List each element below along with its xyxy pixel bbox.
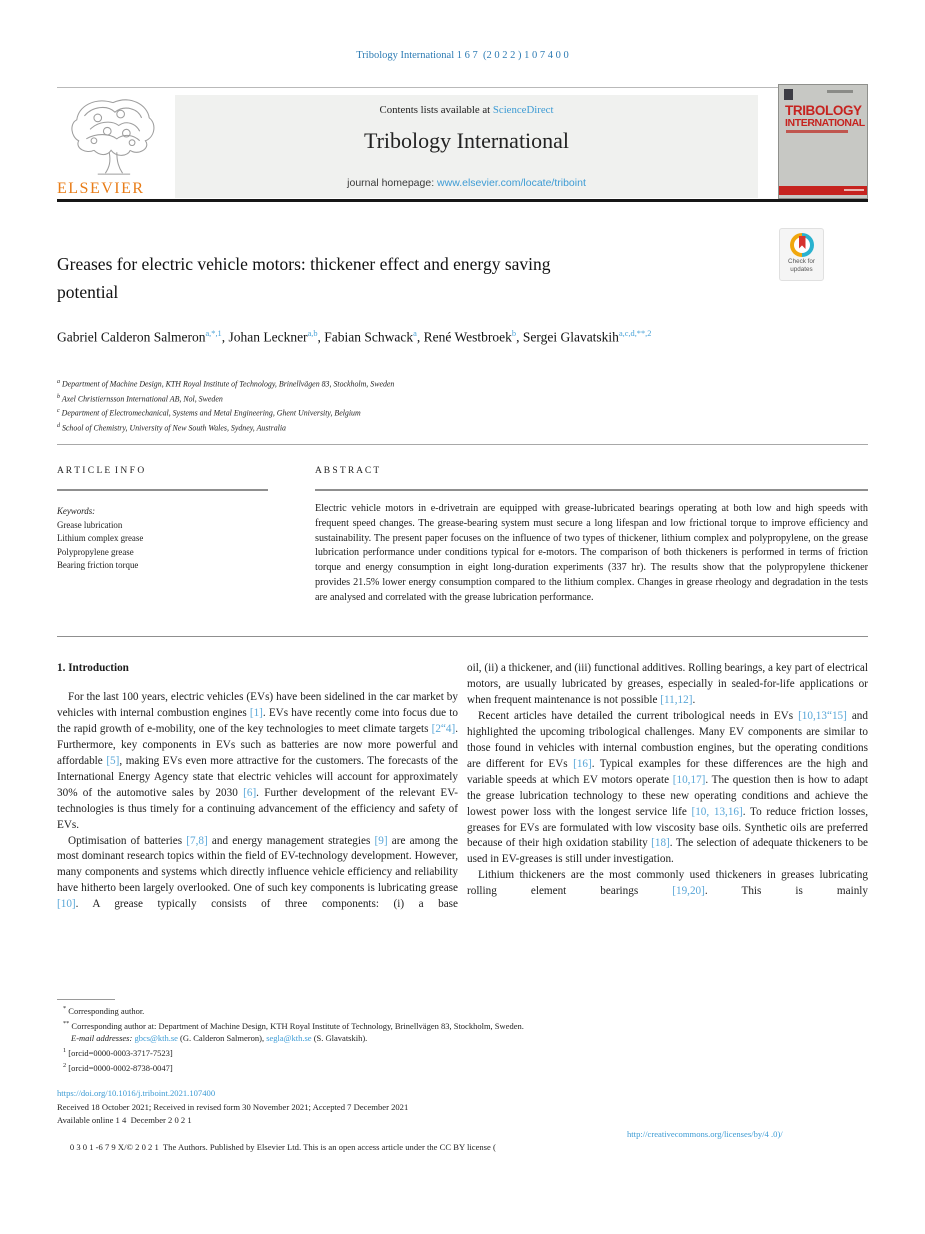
badge-text-line2: updates [790, 265, 813, 273]
journal-cover-thumbnail[interactable] [778, 84, 868, 199]
footnote-corresponding: * Corresponding author. [63, 1005, 145, 1016]
paragraph: Optimisation of batteries [7,8] and energy management strategies [9] are among the most dominant research topics within the field of EV-technology development. However, many components and systems which directly influence vehicle efficiency and reliability have hitherto been largely overlooked. One of such key components is lubricating grease [10]. A grease typically consists of three components: (i) a base [57, 834, 458, 911]
footnote-emails: E-mail addresses: gbcs@kth.se (G. Calderon Salmeron), segla@kth.se (S. Glavatskih). [71, 1033, 368, 1044]
column-right [467, 661, 868, 900]
footnote-corresponding-at: ** Corresponding author at: Department of Machine Design, KTH Royal Institute of Technology, Brinellvägen 83, Stockholm, Sweden. [63, 1019, 524, 1031]
author-list [57, 322, 707, 349]
affiliation: $^b$ Axel Christiernsson International AB, Nol, Sweden [57, 393, 223, 404]
received-dates: Received 18 October 2021; Received in revised form 30 November 2021; Accepted 7 December 2021 [57, 1101, 409, 1112]
keyword: Lithium complex grease [57, 533, 144, 543]
citation-link[interactable]: [5] [106, 754, 120, 767]
paragraph: oil, (ii) a thickener, and (iii) functional additives. Rolling bearings, a key part of electrical motors, are usually lubricated by greases, especially in sealed-for-life applications or when frequent maintenance is not possible [11,12]. [467, 662, 868, 706]
author-affiliation-sup[interactable]: a [413, 329, 417, 338]
paragraph: Lithium thickeners are the most commonly used thickeners in greases lubricating rolling element bearings [19,20]. This is mainly [467, 869, 868, 898]
check-for-updates-badge[interactable] [779, 228, 824, 281]
cover-bar-text-mark [844, 189, 864, 192]
keywords-block [57, 505, 143, 573]
citation-link[interactable]: [7,8] [186, 834, 208, 847]
citation-link[interactable]: [10, 13,16] [691, 805, 743, 818]
doi-link[interactable]: https://doi.org/10.1016/j.triboint.2021.107400 [57, 1088, 216, 1098]
divider [57, 87, 868, 88]
citation-link[interactable]: [10] [57, 898, 76, 911]
journal-banner [175, 95, 758, 198]
footer-block [57, 1087, 868, 1182]
column-left [57, 661, 458, 913]
keywords-label: Keywords: [57, 506, 96, 516]
cover-title-line2: INTERNATIONAL [785, 117, 865, 129]
license-url-link[interactable]: http://creativecommons.org/licenses/by/4 .0)/ [627, 1128, 783, 1139]
author-affiliation-sup[interactable]: b [511, 329, 517, 338]
cover-title-line1: TRIBOLOGY [785, 103, 862, 118]
author: Gabriel Calderon Salmeron$^{a,*,1}$, [57, 329, 226, 345]
cover-subtitle-mark [786, 130, 848, 133]
paragraph: For the last 100 years, electric vehicles (EVs) have been sidelined in the car market by vehicles with internal combustion engines [1]. EVs have recently come into focus due to the rapid growth of e-mobility, one of the key technologies to meet climate targets [2“4]. Furthermore, key components in EVs such as batteries are now more powerful and affordable [5], making EVs even more attractive for the customers. The forecasts of the International Energy Agency state that electric vehicles will account for approximately 30% of the automotive sales by 2030 [6]. Further development of the relevant EV-technologies is thus timely for a continuing advancement of the efficiency and safety of EVs. [57, 690, 459, 831]
email-label: E-mail addresses: [71, 1033, 135, 1044]
journal-title: Tribology International [363, 128, 570, 153]
contents-line [175, 104, 758, 116]
citation-link[interactable]: [10,17] [672, 773, 706, 786]
homepage-prefix: journal homepage: [347, 177, 438, 189]
citation-link[interactable]: [6] [243, 786, 257, 799]
affiliation: $^c$ Department of Electromechanical, Systems and Metal Engineering, Ghent University, Belgium [57, 408, 361, 418]
homepage-line [175, 177, 758, 189]
license-line [57, 1128, 868, 1182]
footnote-orcid-2: $^2$ [orcid=0000-0002-8738-0047] [63, 1062, 173, 1073]
email-link[interactable]: gbcs@kth.se [134, 1033, 178, 1044]
divider [57, 489, 268, 491]
footnote-divider [57, 999, 115, 1000]
author: Fabian Schwack$^a$, [324, 329, 421, 345]
affiliation: $^d$ School of Chemistry, University of New South Wales, Sydney, Australia [57, 422, 286, 433]
contents-prefix: Contents lists available at [379, 104, 493, 116]
citation-link[interactable]: [10,13“15] [798, 709, 847, 722]
elsevier-tree-icon [65, 95, 161, 177]
elsevier-logo[interactable] [57, 95, 169, 198]
abstract-heading: A B S T R A C T [315, 466, 380, 476]
sciencedirect-link[interactable]: ScienceDirect [492, 104, 554, 116]
keyword: Polypropylene grease [57, 546, 134, 557]
article-title: Greases for electric vehicle motors: thickener effect and energy saving potential [57, 254, 551, 302]
citation-link[interactable]: [19,20] [672, 885, 705, 898]
footnotes-block [57, 1003, 868, 1075]
cover-issn-mark [827, 90, 853, 93]
author-affiliation-sup[interactable]: a,b [307, 329, 318, 338]
author-affiliation-sup[interactable]: a,c,d,**,2 [618, 329, 652, 338]
keyword: Bearing friction torque [57, 560, 139, 570]
abstract-text: Electric vehicle motors in e-drivetrain are equipped with grease-lubricated bearings operating at both low and high speeds with frequent speed changes. The grease-bearing system must secure a long lifespan and low frictional torque to improve efficiency and sustainability. The present paper focuses on the influence of two types of thickener, lithium complex and polypropylene, on the grease lubrication performance under conditions typical for e-motors. The comparison of both thickeners is performed in terms of friction torque and energy consumption in eight long-duration experiments (337 hr). The results show that the polypropylene thickener provides 21.5% lower energy consumption compared to the lithium complex. Changes in grease rheology and degradation in the tests are analysed and correlated with the grease lubrication performance. [315, 503, 868, 603]
citation-link[interactable]: [1] [249, 706, 263, 719]
article-info-heading: A R T I C L E I N F O [57, 466, 145, 476]
cover-bottom-bar [779, 186, 867, 195]
affiliation-list [57, 376, 394, 435]
paragraph: Recent articles have detailed the current tribological needs in EVs [10,13“15] and highlighted the upcoming tribological challenges. Many EV components are similar to those found in vehicles with internal combustion engines, but the operating conditions are different for EVs [16]. Typical examples for these differences are the high and variable speeds at which EV motors operate [10,17]. The question then is how to adapt the grease lubrication technology to these new operating conditions and achieve the lowest power loss with the longest service life [10, 13,16]. To reduce friction losses, greases for EVs are formulated with low viscosity base oils. Synthetic oils are preferred because of their high oxidation stability [18]. The selection of adequate thickeners to be used in EV-greases is still under investigation. [467, 709, 869, 866]
divider [57, 199, 868, 202]
license-text: 0 3 0 1 -6 7 9 X/© 2 0 2 1 The Authors. Published by Elsevier Ltd. This is an open access article under the CC BY license ( [69, 1142, 496, 1153]
keyword: Grease lubrication [57, 519, 123, 530]
citation-link[interactable]: [9] [374, 834, 388, 847]
section-heading-introduction: 1. Introduction [57, 662, 129, 674]
citation-link[interactable]: [18] [651, 837, 670, 850]
author: Johan Leckner$^{a,b}$, [228, 329, 321, 345]
homepage-link[interactable]: www.elsevier.com/locate/triboint [437, 177, 586, 189]
elsevier-wordmark: ELSEVIER [57, 180, 145, 197]
citation-link[interactable]: [2“4] [431, 722, 456, 735]
badge-text-line1: Check for [788, 258, 815, 265]
email-link[interactable]: segla@kth.se [266, 1033, 312, 1044]
author: Sergei Glavatskih$^{a,c,d,**,2}$ [522, 329, 652, 345]
citation-link[interactable]: [16] [573, 757, 592, 770]
affiliation: $^a$ Department of Machine Design, KTH Royal Institute of Technology, Brinellvägen 83, Stockholm, Sweden [57, 379, 395, 389]
author: René Westbroek$^b$, [423, 329, 520, 345]
divider [315, 489, 868, 491]
footnote-orcid-1: $^1$ [orcid=0000-0003-3717-7523] [63, 1047, 173, 1059]
author-affiliation-sup[interactable]: a,*,1 [205, 329, 222, 338]
divider [57, 636, 868, 637]
crossmark-icon [790, 233, 814, 257]
divider [57, 444, 868, 445]
journal-reference: Tribology International 1 6 7 (2 0 2 2 ) 1 0 7 4 0 0 [356, 50, 569, 61]
available-online: Available online 1 4 December 2 0 2 1 [57, 1115, 192, 1126]
citation-link[interactable]: [11,12] [660, 693, 693, 706]
cover-publisher-mark [784, 89, 793, 100]
